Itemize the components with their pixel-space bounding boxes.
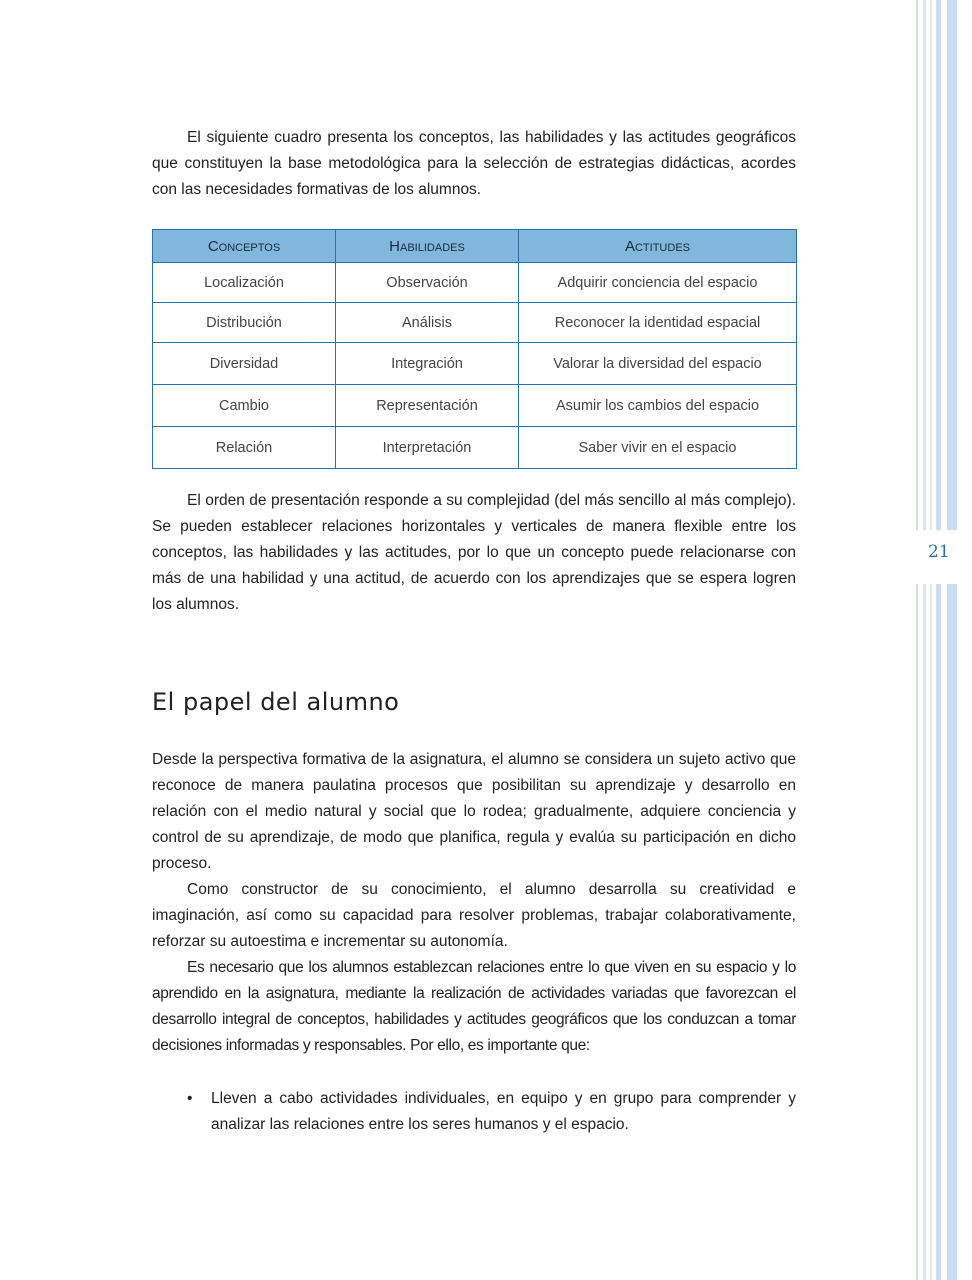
table-row — [153, 343, 797, 385]
stripe — [947, 0, 957, 530]
table-row — [153, 263, 797, 303]
stripe — [916, 0, 918, 530]
table-cell: Adquirir conciencia del espacio — [519, 263, 797, 303]
list-item-text: Lleven a cabo actividades individuales, en equipo y en grupo para comprender y analizar las relaciones entre los seres humanos y el espacio. — [211, 1090, 796, 1133]
paragraph: Como constructor de su conocimiento, el alumno desarrolla su creatividad e imaginación, así como su capacidad para resolver problemas, trabajar colaborativamente, reforzar su autoestima e incrementar su autonomía. — [152, 881, 796, 950]
header-habilidades: Habilidades — [336, 230, 519, 263]
bullet-list — [152, 1086, 796, 1138]
stripe — [936, 584, 941, 1280]
paragraph: Es necesario que los alumnos establezcan relaciones entre lo que viven en su espacio y lo aprendido en la asignatura, mediante la realización de actividades variadas que favorezcan el desarrollo integral de conceptos, habilidades y actitudes geográficos que los conduzcan a tomar decisiones informadas y responsables. Por ello, es importante que: — [152, 959, 796, 1054]
section-title: El papel del alumno — [152, 688, 400, 716]
table-cell: Relación — [153, 427, 336, 469]
header-conceptos: Conceptos — [153, 230, 336, 263]
table-cell: Interpretación — [336, 427, 519, 469]
table-cell: Integración — [336, 343, 519, 385]
table-row — [153, 303, 797, 343]
list-item — [152, 1086, 796, 1138]
stripe — [923, 584, 926, 1280]
table-cell: Reconocer la identidad espacial — [519, 303, 797, 343]
paragraph: Desde la perspectiva formativa de la asignatura, el alumno se considera un sujeto activo que reconoce de manera paulatina procesos que posibilitan su aprendizaje y desarrollo en relación con el medio natural y social que lo rodea; gradualmente, adquiere conciencia y control de su aprendizaje, de modo que planifica, regula y evalúa su participación en dicho proceso. — [152, 751, 796, 872]
stripe — [947, 584, 957, 1280]
table-cell: Representación — [336, 385, 519, 427]
table-cell: Localización — [153, 263, 336, 303]
order-paragraph: El orden de presentación responde a su complejidad (del más sencillo al más complejo). Se pueden establecer relaciones horizontales y verticales de manera flexible entre los conceptos, las habilidades y las actitudes, por lo que un concepto puede relacionarse con más de una habilidad y una actitud, de acuerdo con los aprendizajes que se espera logren los alumnos. — [152, 492, 796, 613]
stripe — [923, 0, 926, 530]
concepts-table — [152, 229, 797, 469]
bullet-icon: • — [187, 1090, 193, 1107]
table-row — [153, 427, 797, 469]
table-cell: Análisis — [336, 303, 519, 343]
table-cell: Diversidad — [153, 343, 336, 385]
page-number: 21 — [928, 542, 950, 562]
stripe — [936, 0, 941, 530]
table-cell: Observación — [336, 263, 519, 303]
stripe — [916, 584, 918, 1280]
section-body — [152, 747, 796, 1059]
table-cell: Valorar la diversidad del espacio — [519, 343, 797, 385]
table-cell: Cambio — [153, 385, 336, 427]
table-header-row — [153, 230, 797, 263]
table-cell: Saber vivir en el espacio — [519, 427, 797, 469]
intro-paragraph: El siguiente cuadro presenta los conceptos, las habilidades y las actitudes geográficos que constituyen la base metodológica para la selección de estrategias didácticas, acordes con las necesidades formativas de los alumnos. — [152, 129, 796, 198]
table-row — [153, 385, 797, 427]
table-cell: Asumir los cambios del espacio — [519, 385, 797, 427]
table-cell: Distribución — [153, 303, 336, 343]
header-actitudes: Actitudes — [519, 230, 797, 263]
stripe — [930, 0, 932, 530]
stripe — [930, 584, 932, 1280]
